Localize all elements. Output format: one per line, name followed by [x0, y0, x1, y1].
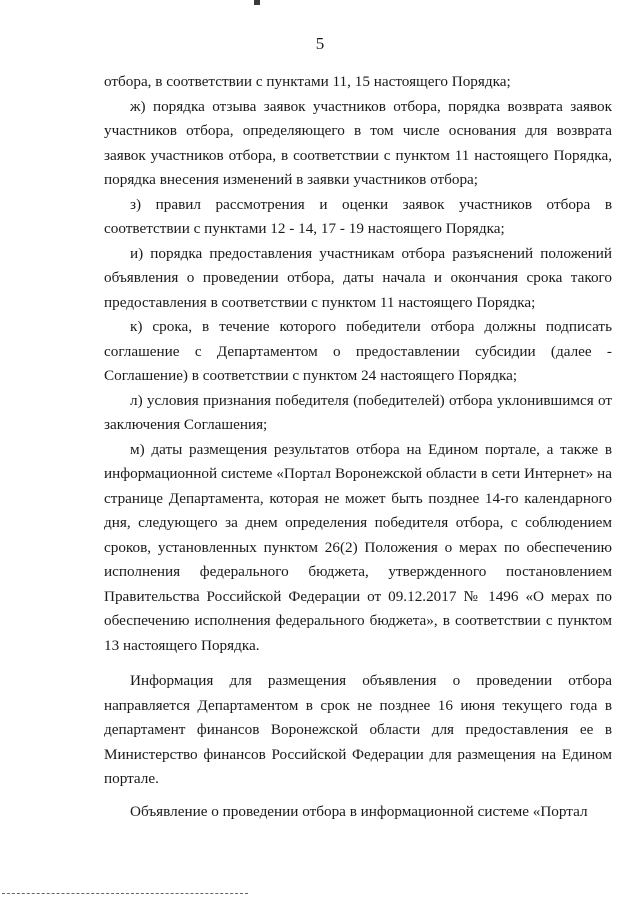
paragraph-item-zh: ж) порядка отзыва заявок участников отбора, порядка возврата заявок участников отбора, определяющего в том числе основания для возврата заявок участников отбора, в соответствии с пунктом 11 настоящего Порядка, порядка внесения изменений в заявки участников отбора; [104, 97, 612, 188]
bottom-rule [2, 893, 248, 894]
paragraph-announcement: Объявление о проведении отбора в информационной системе «Портал [130, 802, 588, 820]
paragraph-item-l: л) условия признания победителя (победителей) отбора уклонившимся от заключения Соглашения; [104, 391, 612, 433]
paragraph-item-m: м) даты размещения результатов отбора на Едином портале, а также в информационной системе «Портал Воронежской области в сети Интернет» на странице Департамента, которая не может быть позднее 14-го календарного дня, следующего за днем определения победителя отбора, с соблюдением сроков, установленных пунктом 26(2) Положения о мерах по обеспечению исполнения федерального бюджета, утвержденного постановлением Правительства Российской Федерации от 09.12.2017 № 1496 «О мерах по обеспечению исполнения федерального бюджета», в соответствии с пунктом 13 настоящего Порядка. [104, 440, 612, 654]
scan-mark [254, 0, 260, 5]
paragraph-item-z: з) правил рассмотрения и оценки заявок участников отбора в соответствии с пунктами 12 - 14, 17 - 19 настоящего Порядка; [104, 195, 612, 237]
paragraph-item-i: и) порядка предоставления участникам отбора разъяснений положений объявления о проведении отбора, даты начала и окончания срока такого предоставления в соответствии с пунктом 11 настоящего Порядка; [104, 244, 612, 311]
paragraph-information: Информация для размещения объявления о проведении отбора направляется Департаментом в срок не позднее 16 июня текущего года в департамент финансов Воронежской области для предоставления ее в Министерство финансов Российской Федерации для размещения на Едином портале. [104, 672, 612, 787]
document-body [104, 70, 612, 824]
paragraph-item-k: к) срока, в течение которого победители отбора должны подписать соглашение с Департаментом о предоставлении субсидии (далее - Соглашение) в соответствии с пунктом 24 настоящего Порядка; [104, 318, 612, 384]
page-number: 5 [315, 34, 325, 53]
paragraph-continuation: отбора, в соответствии с пунктами 11, 15 настоящего Порядка; [104, 73, 511, 90]
